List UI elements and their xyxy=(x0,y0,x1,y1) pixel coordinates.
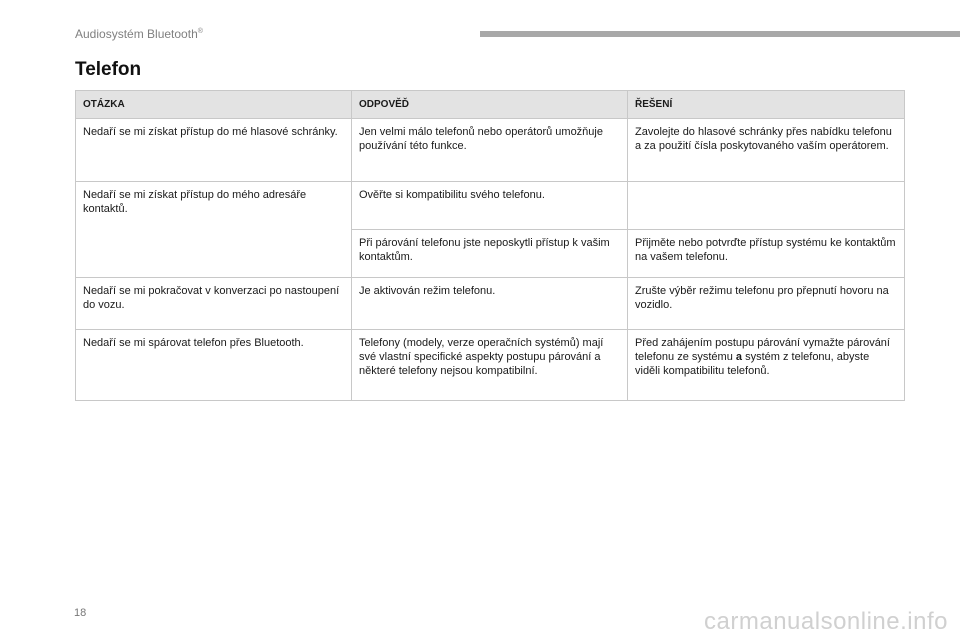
table-row xyxy=(76,182,905,230)
section-title: Telefon xyxy=(75,59,142,80)
header-title-text: Audiosystém Bluetooth xyxy=(75,27,198,41)
solution-cell: Zavolejte do hlasové schránky přes nabídku telefonu a za použití čísla poskytovaného vaším operátorem. xyxy=(628,119,905,182)
answer-cell: Při párování telefonu jste neposkytli přístup k vašim kontaktům. xyxy=(352,230,628,278)
solution-cell: Přijměte nebo potvrďte přístup systému ke kontaktům na vašem telefonu. xyxy=(628,230,905,278)
faq-table xyxy=(75,90,905,401)
answer-cell: Je aktivován režim telefonu. xyxy=(352,278,628,330)
table-row xyxy=(76,119,905,182)
solution-cell xyxy=(628,330,905,401)
header-question: OTÁZKA xyxy=(76,91,352,119)
question-cell: Nedaří se mi získat přístup do mého adresáře kontaktů. xyxy=(76,182,352,278)
answer-cell: Jen velmi málo telefonů nebo operátorů umožňuje používání této funkce. xyxy=(352,119,628,182)
page-number: 18 xyxy=(74,607,87,619)
header-title xyxy=(75,27,203,41)
header-solution: ŘEŠENÍ xyxy=(628,91,905,119)
table-header-row xyxy=(76,91,905,119)
table-row xyxy=(76,330,905,401)
answer-cell: Telefony (modely, verze operačních systémů) mají své vlastní specifické aspekty postupu párování a některé telefony nejsou kompatibilní. xyxy=(352,330,628,401)
table-row xyxy=(76,278,905,330)
question-cell: Nedaří se mi pokračovat v konverzaci po nastoupení do vozu. xyxy=(76,278,352,330)
solution-text-bold: a xyxy=(735,351,743,363)
answer-cell: Ověřte si kompatibilitu svého telefonu. xyxy=(352,182,628,230)
solution-text-start: Před zahájením postupu párování vymažte párování telefonu ze systému xyxy=(635,337,890,363)
question-cell: Nedaří se mi spárovat telefon přes Bluetooth. xyxy=(76,330,352,401)
watermark: carmanualsonline.info xyxy=(704,608,948,635)
header-bar xyxy=(480,31,960,37)
header-answer: ODPOVĚĎ xyxy=(352,91,628,119)
solution-cell: Zrušte výběr režimu telefonu pro přepnutí hovoru na vozidlo. xyxy=(628,278,905,330)
question-cell: Nedaří se mi získat přístup do mé hlasové schránky. xyxy=(76,119,352,182)
trademark-symbol: ® xyxy=(197,28,203,35)
solution-text-end: systém z telefonu, abyste viděli kompatibilitu telefonů. xyxy=(635,351,870,377)
solution-cell xyxy=(628,182,905,230)
